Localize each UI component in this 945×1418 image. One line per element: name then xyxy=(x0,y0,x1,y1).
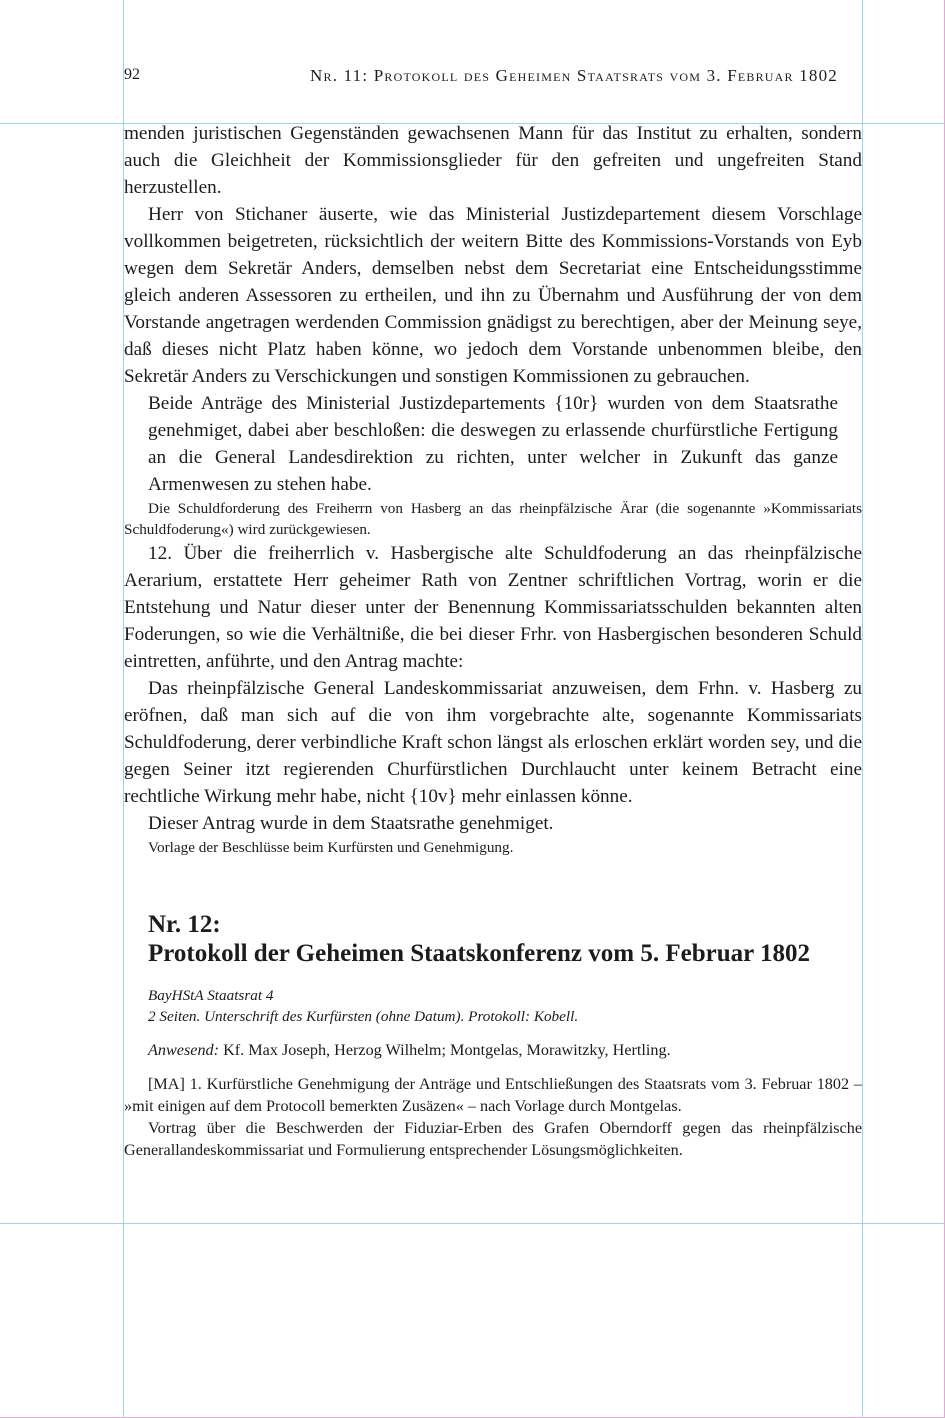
page-header xyxy=(124,66,838,90)
paragraph-continuation: menden juristischen Gegenständen gewachsenen Mann für das Institut zu erhalten, sondern auch die Gleichheit der Kommissionsglieder für den gefreiten und ungefreiten Stand herzustellen. xyxy=(124,123,862,198)
page-number: 92 xyxy=(124,66,140,83)
running-head: Nr. 11: Protokoll des Geheimen Staatsrats vom 3. Februar 1802 xyxy=(310,66,838,85)
margin-guide-bottom xyxy=(0,1223,945,1224)
document-number: Nr. 12: xyxy=(148,911,221,938)
source-info xyxy=(124,985,862,1027)
summary-note-oberndorff: Vortrag über die Beschwerden der Fiduziar-Erben des Grafen Oberndorff gegen das rheinpfälzische Generallandeskommissariat und Formulierung entsprechender Lösungsmöglichkeiten. xyxy=(124,1119,862,1159)
archive-signature: BayHStA Staatsrat 4 xyxy=(148,987,274,1004)
attendance-line xyxy=(124,1039,862,1061)
summary-note-hasberg: Die Schuldforderung des Freiherrn von Hasberg an das rheinpfälzische Ärar (die sogenannte »Kommissariats Schuldfoderung«) wird zurückgewiesen. xyxy=(124,500,862,538)
summary-note-submission: Vorlage der Beschlüsse beim Kurfürsten und Genehmigung. xyxy=(148,839,514,856)
paragraph-item-12: 12. Über die freiherrlich v. Hasbergische alte Schuldfoderung an das rheinpfälzische Aerarium, erstattete Herr geheimer Rath von Zentner schriftlichen Vortrag, worin er die Entstehung und Natur dieser unter der Benennung Kommissariatsschulden bekannten alten Foderungen, so wie die Verhältniße, die bei dieser Frhr. von Hasbergischen besonderen Schuld eintretten, anführte, und den Antrag machte: xyxy=(124,543,862,672)
attendance-label: Anwesend: xyxy=(148,1041,220,1059)
page-body xyxy=(124,120,862,1161)
attendance-names: Kf. Max Joseph, Herzog Wilhelm; Montgelas, Morawitzky, Hertling. xyxy=(223,1041,671,1059)
paragraph-resolution: Beide Anträge des Ministerial Justizdepartements {10r} wurden von dem Staatsrathe genehmiget, dabei aber beschloßen: die deswegen zu erlassende churfürstliche Fertigung an die General Landesdirektion zu richten, unter welcher in Zukunft das ganze Armenwesen zu stehen habe. xyxy=(148,393,838,495)
document-heading xyxy=(124,910,862,968)
document-title: Protokoll der Geheimen Staatskonferenz vom 5. Februar 1802 xyxy=(148,940,810,967)
paragraph-motion: Das rheinpfälzische General Landeskommissariat anzuweisen, dem Frhn. v. Hasberg zu eröfnen, daß man sich auf die von ihm vorgebrachte alte, sogenannte Kommissariats Schuldfoderung, derer verbindliche Kraft schon längst als erloschen erklärt worden sey, und die gegen Seiner itzt regierenden Churfürstlichen Durchlaucht unter keinem Betracht eine rechtliche Wirkung mehr habe, nicht {10v} mehr einlassen könne. xyxy=(124,678,862,807)
paragraph-ma-item-1: [MA] 1. Kurfürstliche Genehmigung der Anträge und Entschließungen des Staatsrats vom 3. Februar 1802 – »mit einigen auf dem Protocoll bemerkten Zusäzen« – nach Vorlage durch Montgelas. xyxy=(124,1075,862,1115)
margin-guide-right xyxy=(862,0,863,1418)
source-description: 2 Seiten. Unterschrift des Kurfürsten (ohne Datum). Protokoll: Kobell. xyxy=(148,1008,579,1025)
paragraph-approval: Dieser Antrag wurde in dem Staatsrathe genehmiget. xyxy=(148,813,554,834)
paragraph-stichaner: Herr von Stichaner äuserte, wie das Ministerial Justizdepartement diesem Vorschlage vollkommen beigetreten, rücksichtlich der weitern Bitte des Kommissions-Vorstands von Eyb wegen dem Sekretär Anders, demselben nebst dem Secretariat eine Entscheidungsstimme gleich anderen Assessoren zu ertheilen, und ihn zu Übernahm und Ausführung der von dem Vorstande angetragen werdenden Commission gnädigst zu berechtigen, aber der Meinung seye, daß dieses nicht Platz haben könne, wo jedoch dem Vorstande unbenommen bleibe, den Sekretär Anders zu Verschickungen und sonstigen Kommissionen zu gebrauchen. xyxy=(124,204,862,387)
